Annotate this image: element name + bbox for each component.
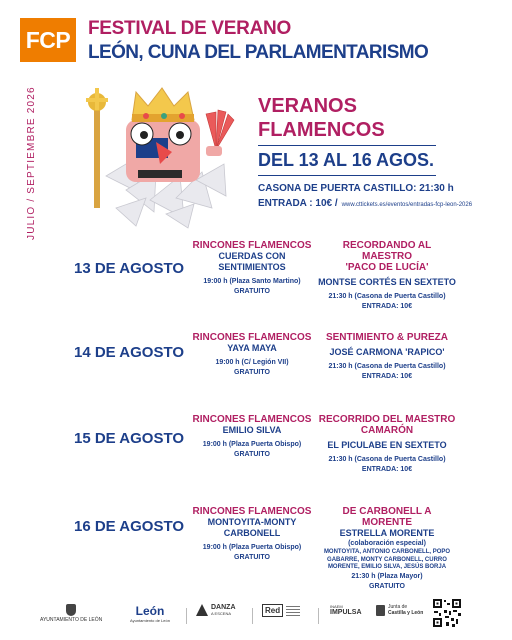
event-title-2: 'PACO DE LUCÍA' bbox=[345, 262, 429, 273]
free-event bbox=[188, 414, 316, 460]
event-collab-names: GABARRE, MONTY CARBONELL, CURRO bbox=[327, 556, 447, 563]
event-venue: CASONA DE PUERTA CASTILLO: 21:30 h bbox=[258, 183, 454, 194]
event-collab: (colaboración especial) bbox=[348, 540, 426, 547]
junta-label-2: Castilla y León bbox=[388, 610, 424, 616]
junta-label-1: Junta de bbox=[388, 604, 408, 610]
event-title: RINCONES FLAMENCOS bbox=[192, 506, 312, 517]
red-logo bbox=[262, 604, 300, 617]
leon-logo bbox=[130, 604, 170, 623]
day-date: 13 DE AGOSTO bbox=[74, 260, 185, 277]
entry-price: ENTRADA : 10€ / bbox=[258, 198, 338, 209]
day-date: 14 DE AGOSTO bbox=[74, 344, 185, 361]
king-illustration bbox=[76, 80, 240, 230]
event-price: GRATUITO bbox=[369, 582, 405, 590]
event-title: DE CARBONELL A MORENTE bbox=[342, 506, 432, 528]
event-title: RINCONES FLAMENCOS bbox=[192, 414, 312, 425]
event-price: GRATUITO bbox=[234, 554, 270, 561]
danza-shape-icon bbox=[196, 604, 208, 616]
divider bbox=[258, 175, 436, 176]
divider bbox=[258, 145, 436, 146]
event-artist: MONTOYITA-MONTY CARBONELL bbox=[207, 517, 297, 538]
main-event bbox=[318, 332, 456, 382]
event-price: ENTRADA: 10€ bbox=[361, 373, 413, 380]
event-time: 21:30 h (Casona de Puerta Castillo) bbox=[328, 293, 446, 300]
free-event bbox=[188, 506, 316, 563]
leon-sublabel: Ayuntamiento de León bbox=[130, 618, 170, 623]
junta-emblem-icon bbox=[376, 605, 385, 616]
event-title: SENTIMIENTO & PUREZA bbox=[325, 332, 449, 343]
event-collab-names: MORENTE, EMILIO SILVA, JESÚS BORJA bbox=[327, 564, 447, 570]
event-title-2: CAMARÓN bbox=[360, 425, 414, 436]
ayuntamiento-logo bbox=[40, 604, 102, 623]
event-title: RECORDANDO AL MAESTRO bbox=[342, 240, 432, 262]
event-time: 19:00 h (Plaza Puerta Obispo) bbox=[202, 441, 302, 448]
divider bbox=[252, 608, 253, 624]
event-price: GRATUITO bbox=[234, 451, 270, 458]
qr-code-icon[interactable] bbox=[432, 598, 462, 628]
divider bbox=[186, 608, 187, 624]
junta-logo bbox=[376, 604, 423, 616]
event-time: 21:30 h (Casona de Puerta Castillo) bbox=[328, 456, 446, 463]
main-event bbox=[318, 414, 456, 475]
red-text-lines-icon bbox=[286, 606, 300, 616]
main-event bbox=[318, 240, 456, 312]
main-event bbox=[318, 506, 456, 592]
day-date: 16 DE AGOSTO bbox=[74, 518, 185, 535]
tickets-link[interactable]: www.cttickets.es/eventos/entradas-fcp-leon-2026 bbox=[341, 202, 473, 208]
ayuntamiento-label: AYUNTAMIENTO DE LEÓN bbox=[40, 617, 103, 623]
event-price: ENTRADA: 10€ bbox=[361, 303, 413, 310]
event-artist: YAYA MAYA bbox=[227, 343, 277, 353]
festival-subtitle: LEÓN, CUNA DEL PARLAMENTARISMO bbox=[88, 42, 429, 63]
event-time: 19:00 h (Plaza Santo Martino) bbox=[203, 278, 301, 285]
event-artist: MONTSE CORTÉS EN SEXTETO bbox=[318, 277, 456, 287]
coat-of-arms-icon bbox=[66, 604, 76, 616]
leon-label: León bbox=[135, 604, 165, 618]
event-collab-names: MONTOYITA, ANTONIO CARBONELL, POPO bbox=[323, 549, 451, 555]
sponsor-footer bbox=[0, 596, 512, 632]
red-label: Red bbox=[262, 604, 283, 617]
event-price: ENTRADA: 10€ bbox=[361, 466, 413, 473]
event-artist: EL PICULABE EN SEXTETO bbox=[327, 440, 447, 450]
danza-sublabel: A ESCENA bbox=[211, 611, 232, 616]
event-name-line1: VERANOS bbox=[258, 95, 357, 117]
event-time: 19:00 h (C/ Legión VII) bbox=[215, 359, 289, 366]
event-name bbox=[258, 94, 385, 142]
danza-logo bbox=[196, 604, 236, 616]
impulsa-prefix: INAEM bbox=[330, 604, 343, 609]
event-title: RINCONES FLAMENCOS bbox=[192, 332, 312, 343]
event-name-line2: FLAMENCOS bbox=[258, 119, 385, 141]
divider bbox=[318, 608, 319, 624]
festival-logo: FCP bbox=[20, 18, 76, 62]
event-time: 21:30 h (Plaza Mayor) bbox=[351, 572, 423, 580]
event-artist: EMILIO SILVA bbox=[222, 425, 282, 435]
event-price: GRATUITO bbox=[234, 369, 270, 376]
event-entry bbox=[258, 198, 472, 209]
impulsa-label: IMPULSA bbox=[330, 609, 362, 616]
free-event bbox=[188, 332, 316, 378]
impulsa-logo bbox=[330, 604, 362, 616]
event-artist: CUERDAS CON SENTIMIENTOS bbox=[218, 251, 286, 272]
day-date: 15 DE AGOSTO bbox=[74, 430, 185, 447]
event-time: 19:00 h (Plaza Puerta Obispo) bbox=[202, 544, 302, 551]
festival-title: FESTIVAL DE VERANO bbox=[88, 18, 291, 39]
event-price: GRATUITO bbox=[234, 288, 270, 295]
event-time: 21:30 h (Casona de Puerta Castillo) bbox=[328, 363, 446, 370]
event-dates: DEL 13 AL 16 AGOS. bbox=[258, 150, 435, 170]
event-artist: ESTRELLA MORENTE bbox=[339, 528, 435, 538]
event-title: RINCONES FLAMENCOS bbox=[192, 240, 312, 251]
event-title: RECORRIDO DEL MAESTRO bbox=[318, 414, 456, 425]
event-artist: JOSÉ CARMONA 'RAPICO' bbox=[329, 347, 445, 357]
danza-label: DANZA bbox=[211, 604, 236, 611]
season-vertical-label: JULIO / SEPTIEMBRE 2026 bbox=[26, 86, 37, 240]
free-event bbox=[188, 240, 316, 297]
